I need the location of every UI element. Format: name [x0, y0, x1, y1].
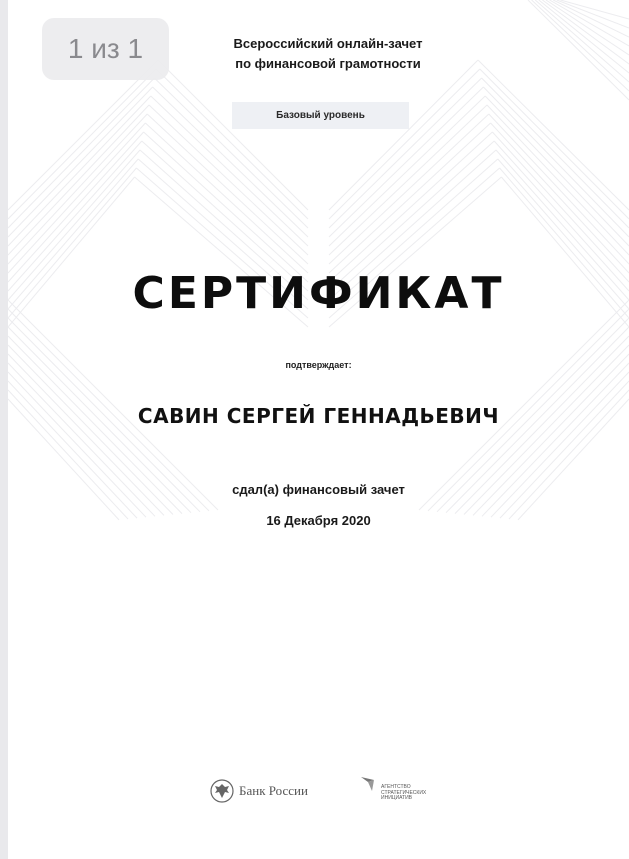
double-eagle-emblem-icon	[210, 779, 234, 803]
certificate-date: 16 Декабря 2020	[266, 513, 371, 528]
level-badge: Базовый уровень	[232, 102, 409, 129]
confirms-label: подтверждает:	[285, 360, 352, 370]
asi-arrow-icon	[360, 775, 380, 793]
certificate-page	[8, 0, 629, 859]
recipient-name: САВИН СЕРГЕЙ ГЕННАДЬЕВИЧ	[137, 404, 500, 428]
contest-title-line2: по финансовой грамотности	[235, 56, 421, 71]
asi-name-line1: АГЕНТСТВО	[381, 784, 411, 790]
certificate-title: СЕРТИФИКАТ	[132, 268, 505, 319]
asi-logo	[360, 775, 426, 802]
asi-name-line3: ИНИЦИАТИВ	[381, 795, 413, 801]
asi-name	[381, 785, 426, 802]
viewer-left-edge	[0, 0, 8, 859]
asi-name-line2: СТРАТЕГИЧЕСКИХ	[381, 789, 427, 796]
bank-of-russia-logo	[210, 779, 308, 803]
bank-of-russia-name: Банк России	[239, 783, 308, 798]
contest-title-line1: Всероссийский онлайн-зачет	[233, 36, 423, 51]
page-counter: 1 из 1	[42, 18, 169, 80]
passed-statement: сдал(а) финансовый зачет	[232, 482, 405, 497]
contest-title	[168, 34, 488, 74]
